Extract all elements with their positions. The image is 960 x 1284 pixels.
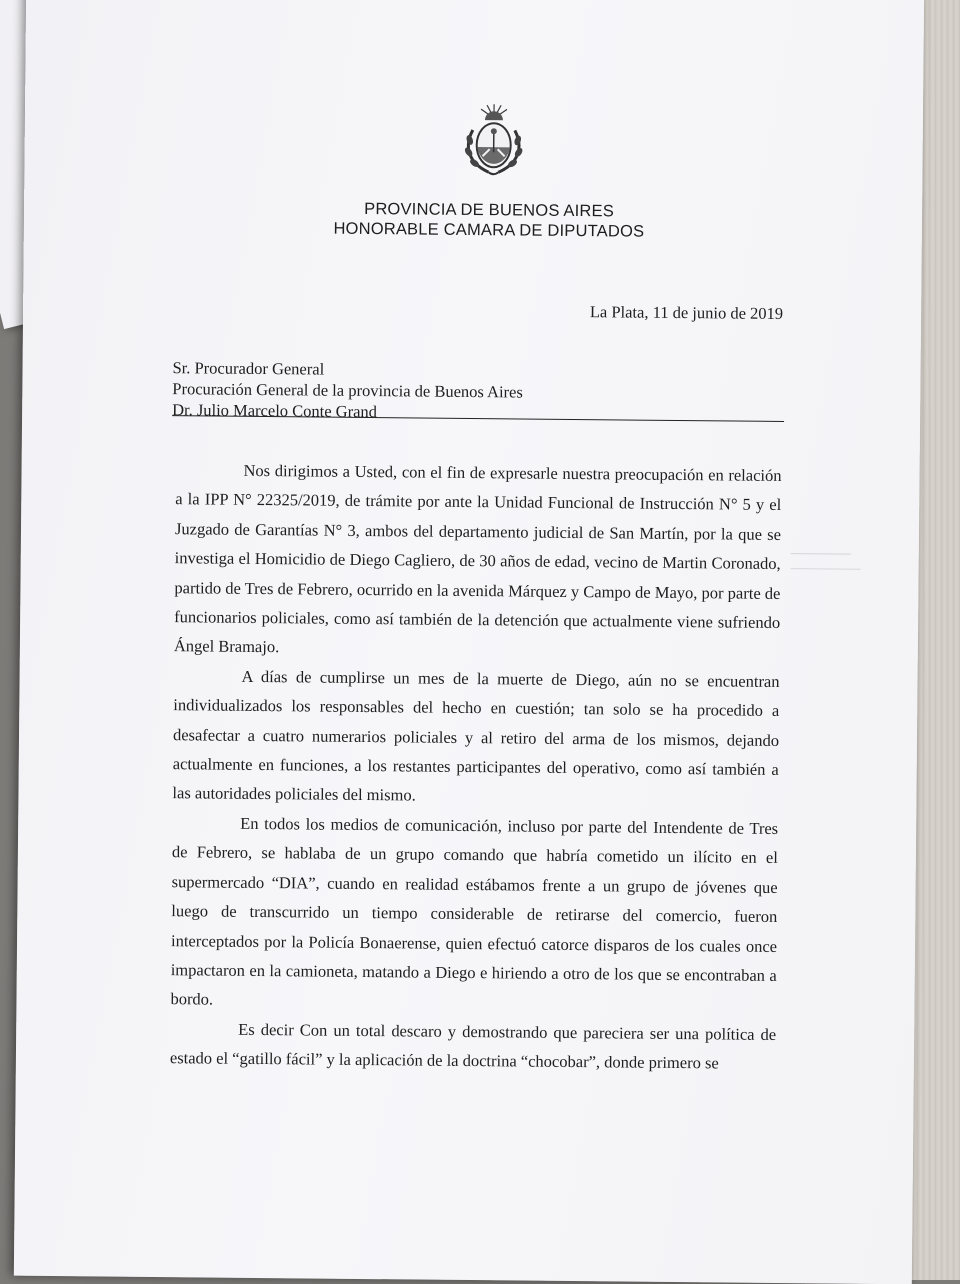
letter-body <box>170 455 782 1078</box>
argentina-coat-of-arms-icon <box>458 100 529 179</box>
body-paragraph: A días de cumplirse un mes de la muerte de Diego, aún no se encuentran individualizados los responsables del hecho en cuestión; tan solo se ha procedido a desafectar a cuatro numerarios policiales y al retiro del arma de los mismos, dejando actualmente en funciones, a los restantes participantes del operativo, como así también a las autoridades policiales del mismo. <box>172 661 779 814</box>
letterhead <box>264 198 714 242</box>
letter-date: La Plata, 11 de junio de 2019 <box>463 301 783 324</box>
addressee-line-office: Procuración General de la provincia de Buenos Aires <box>172 378 792 405</box>
addressee-line-title: Sr. Procurador General <box>172 357 792 384</box>
letterhead-line-province: PROVINCIA DE BUENOS AIRES <box>264 198 714 222</box>
letter-page <box>14 0 924 1284</box>
faint-show-through-marks <box>791 553 871 580</box>
body-paragraph: Nos dirigimos a Usted, con el fin de expresarle nuestra preocupación en relación a la IPP N° 22325/2019, de trámite por ante la Unidad Funcional de Instrucción N° 5 y el Juzgado de Garantías N° 3, ambos del departamento judicial de San Martín, por la que se investiga el Homicidio de Diego Cagliero, de 30 años de edad, vecino de Martin Coronado, partido de Tres de Febrero, ocurrido en la avenida Márquez y Campo de Mayo, por parte de funcionarios policiales, como así también de la detención que actualmente viene sufriendo Ángel Bramajo. <box>174 455 782 667</box>
letterhead-line-chamber: HONORABLE CAMARA DE DIPUTADOS <box>264 218 714 242</box>
body-paragraph: En todos los medios de comunicación, incluso por parte del Intendente de Tres de Febrero, se hablaba de un grupo comando que habría cometido un ilícito en el supermercado “DIA”, cuando en realidad estábamos frente a un grupo de jóvenes que luego de transcurrido un tiempo considerable de retirarse del comercio, fueron interceptados por la Policía Bonaerense, quien efectuó catorce disparos de los cuales once impactaron en la camioneta, matando a Diego e hiriendo a otro de los que se encontraban a bordo. <box>170 808 778 1020</box>
body-paragraph: Es decir Con un total descaro y demostrando que pareciera ser una política de estado el “gatillo fácil” y la aplicación de la doctrina “chocobar”, donde primero se <box>170 1014 777 1079</box>
addressee-line-name: Dr. Julio Marcelo Conte Grand <box>172 399 792 426</box>
